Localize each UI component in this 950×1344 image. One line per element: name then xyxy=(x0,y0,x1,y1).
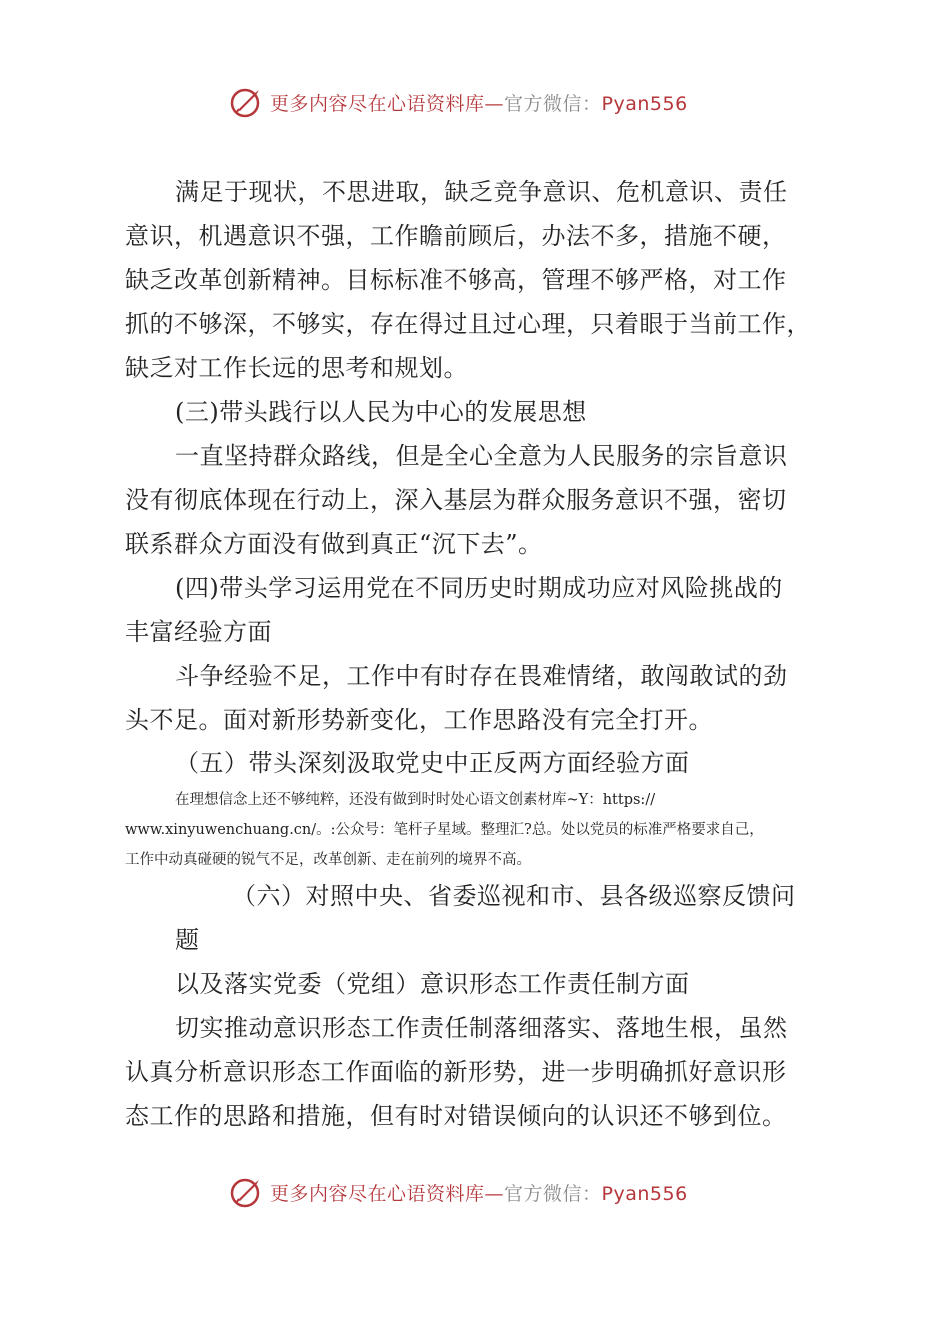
section-heading-cont: 以及落实党委（党组）意识形态工作责任制方面 xyxy=(175,970,690,998)
section-heading: (四)带头学习运用党在不同历史时期成功应对风险挑战的 xyxy=(175,574,783,602)
body-line: 联系群众方面没有做到真正“沉下去”。 xyxy=(125,530,543,558)
section-heading: （五）带头深刻汲取党史中正反两方面经验方面 xyxy=(175,749,690,777)
body-line: 意识，机遇意识不强，工作瞻前顾后，办法不多，措施不硬， xyxy=(125,222,787,250)
body-line: 切实推动意识形态工作责任制落细落实、落地生根，虽然 xyxy=(175,1014,788,1042)
body-line: 一直坚持群众路线，但是全心全意为人民服务的宗旨意识 xyxy=(175,442,788,470)
body-line: 认真分析意识形态工作面临的新形势，进一步明确抓好意识形 xyxy=(125,1058,787,1086)
body-line: 没有彻底体现在行动上，深入基层为群众服务意识不强，密切 xyxy=(125,486,787,514)
section-heading: （六）对照中央、省委巡视和市、县各级巡察反馈问 xyxy=(232,882,796,910)
body-line: 缺乏对工作长远的思考和规划。 xyxy=(125,354,468,382)
pen-logo-icon xyxy=(228,1174,264,1210)
banner-text xyxy=(270,1179,688,1206)
section-heading-cont: 丰富经验方面 xyxy=(125,618,272,646)
section-heading: (三)带头践行以人民为中心的发展思想 xyxy=(175,398,587,426)
banner-wechat-id: Pyan556 xyxy=(601,1182,688,1205)
section-heading-cont: 题 xyxy=(175,926,200,954)
banner-main: 更多内容尽在心语资料库— xyxy=(270,92,505,115)
body-line: 缺乏改革创新精神。目标标准不够高，管理不够严格，对工作 xyxy=(125,266,787,294)
body-line: 满足于现状，不思进取，缺乏竞争意识、危机意识、责任 xyxy=(175,178,788,206)
banner-wechat-label: 官方微信： xyxy=(504,1182,602,1205)
banner-main: 更多内容尽在心语资料库— xyxy=(270,1182,505,1205)
body-line: 斗争经验不足，工作中有时存在畏难情绪，敢闯敢试的劲 xyxy=(175,662,788,690)
footer-banner xyxy=(228,1172,748,1212)
banner-wechat-label: 官方微信： xyxy=(504,92,602,115)
small-line: 在理想信念上还不够纯粹，还没有做到时时处心语文创素材库~Y：https:// xyxy=(175,792,656,808)
small-line: www.xinyuwenchuang.cn/。:公众号：笔杆子星域。整理汇?总。处以党员的标准严格要求自己， xyxy=(125,822,764,838)
small-line: 工作中动真碰硬的锐气不足，改革创新、走在前列的境界不高。 xyxy=(125,852,531,868)
banner-text xyxy=(270,89,688,116)
pen-logo-icon xyxy=(228,84,264,120)
header-banner xyxy=(228,82,748,122)
body-line: 态工作的思路和措施，但有时对错误倾向的认识还不够到位。 xyxy=(125,1102,787,1130)
body-line: 头不足。面对新形势新变化，工作思路没有完全打开。 xyxy=(125,706,713,734)
body-line: 抓的不够深，不够实，存在得过且过心理，只着眼于当前工作， xyxy=(125,310,811,338)
banner-wechat-id: Pyan556 xyxy=(601,92,688,115)
